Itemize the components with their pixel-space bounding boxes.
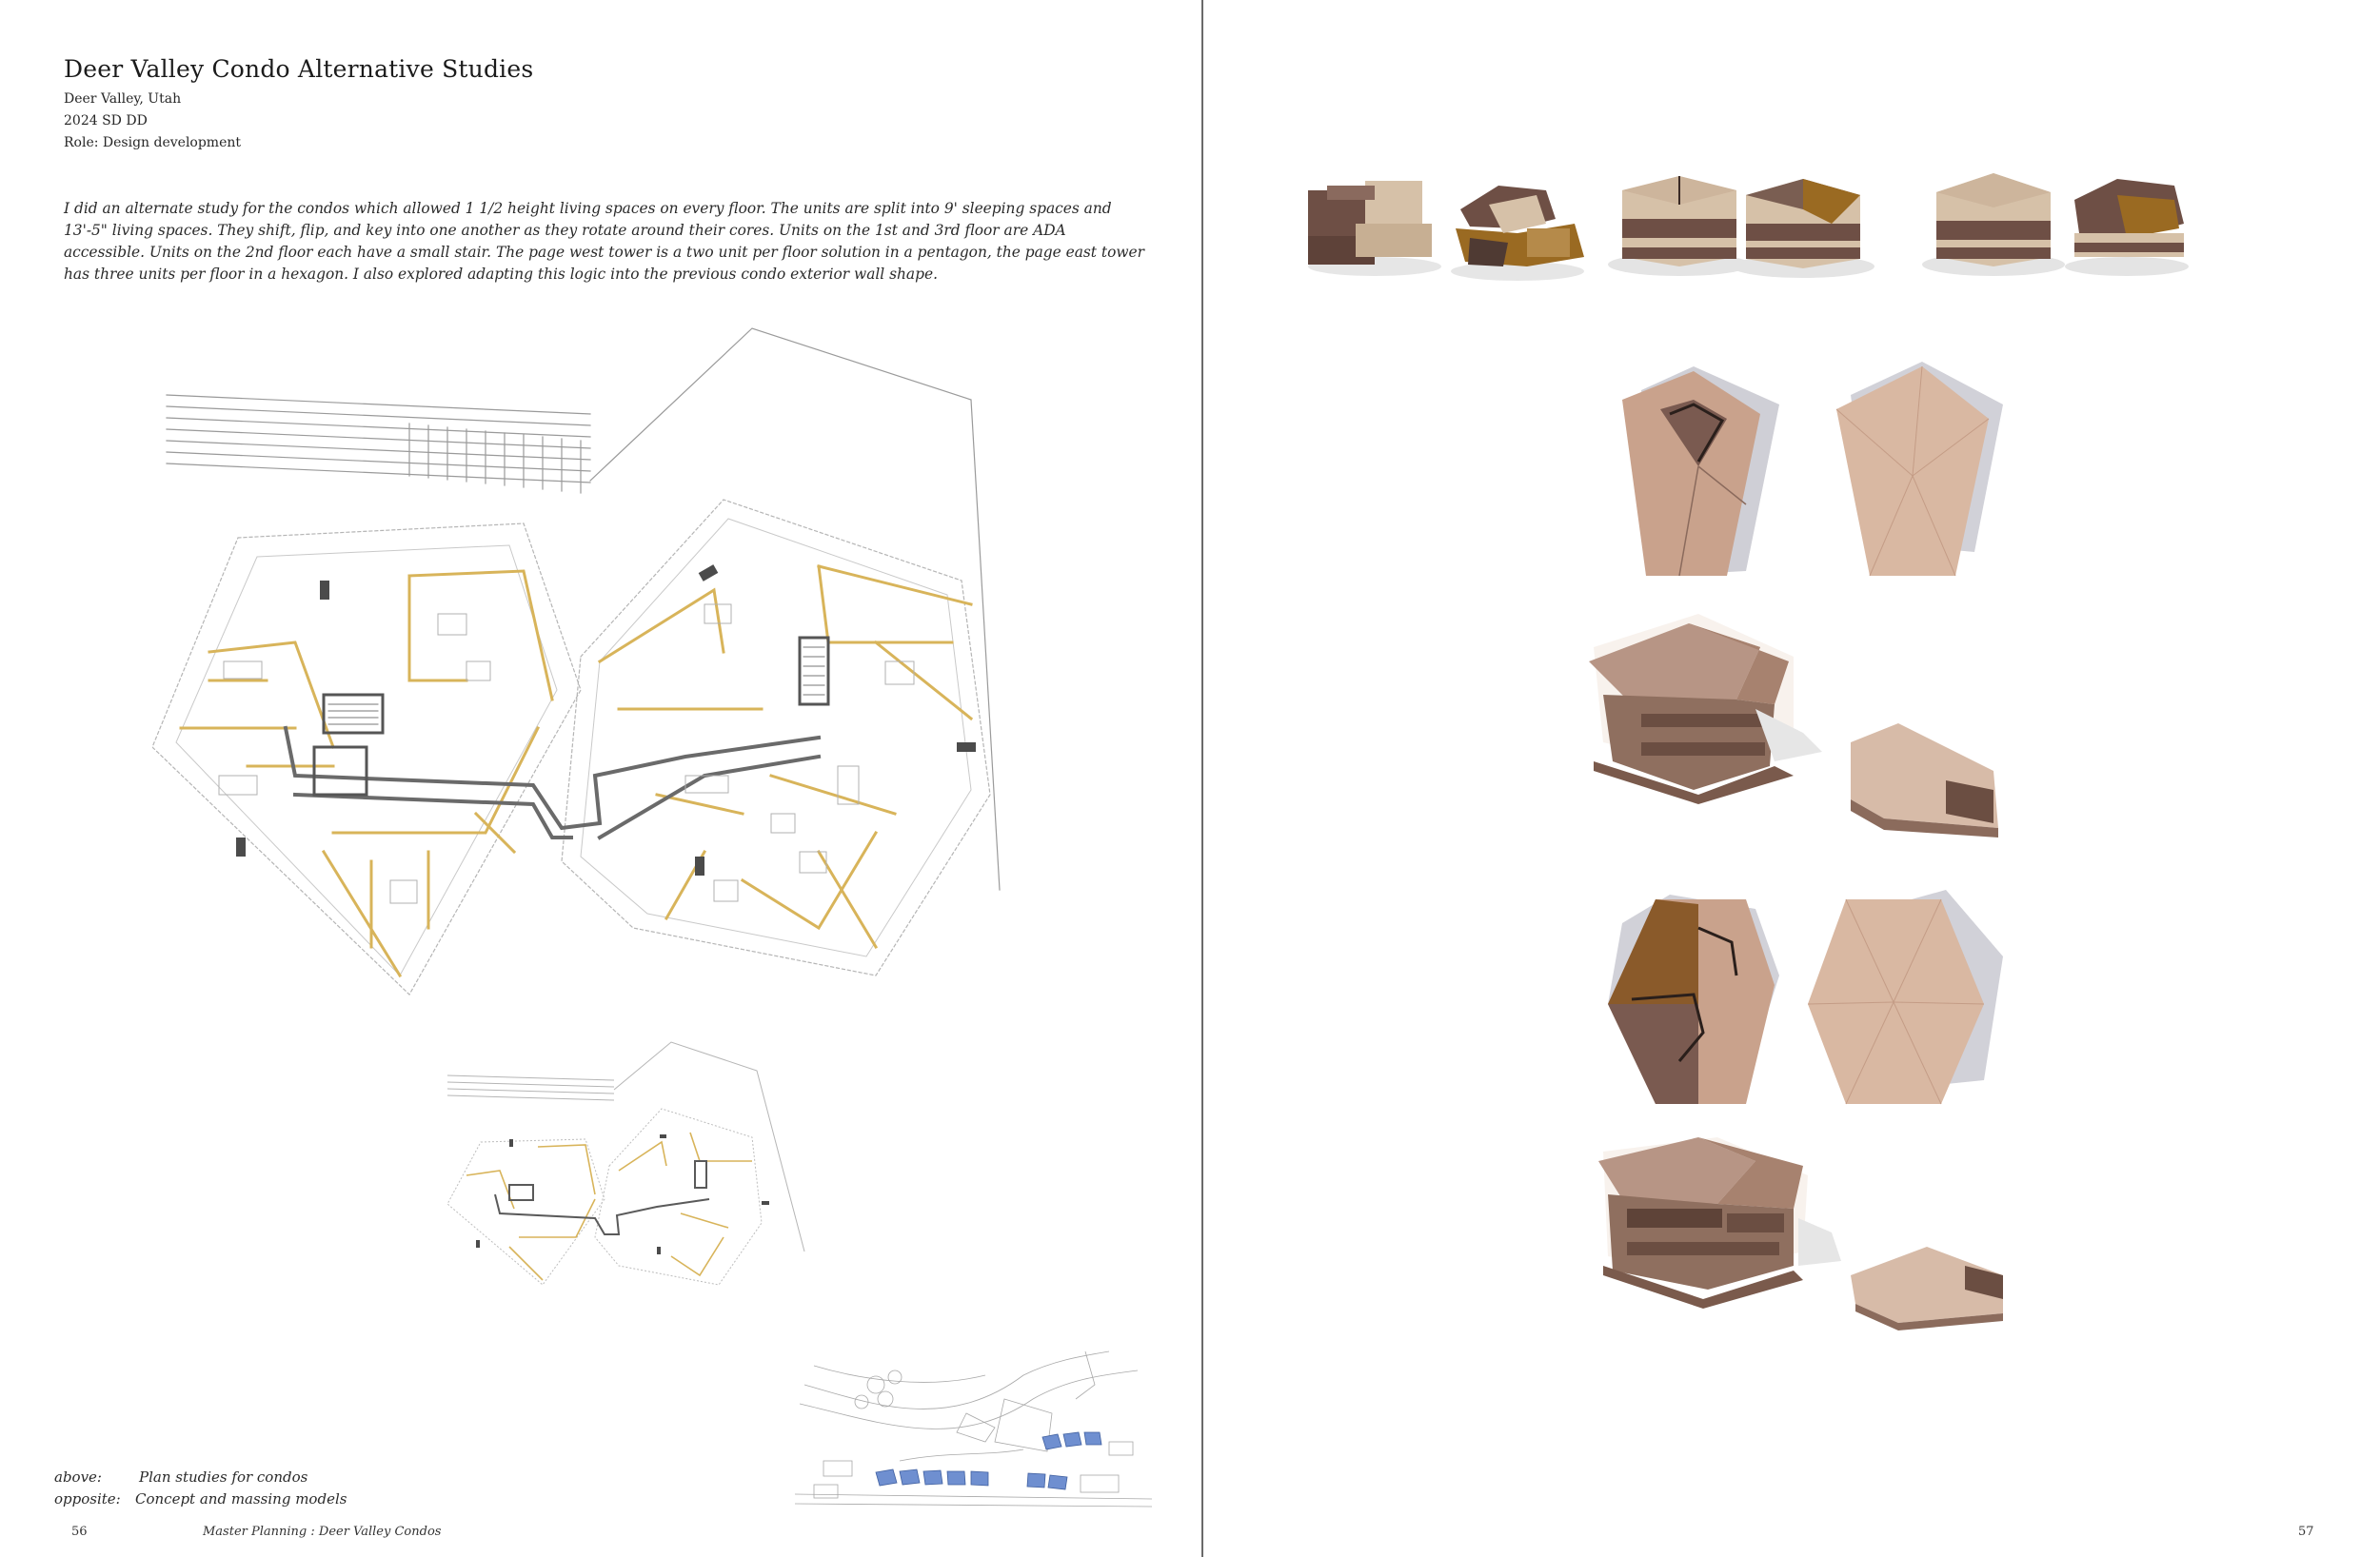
caption-above-text: Plan studies for condos xyxy=(139,1468,308,1486)
left-page-number: 56 xyxy=(71,1525,88,1539)
caption-above-label: above: xyxy=(54,1468,102,1486)
site-key-plan xyxy=(795,1347,1152,1508)
hexagon-model-top-views xyxy=(1603,890,2003,1123)
pentagon-model-perspective xyxy=(1584,609,2289,838)
page-title: Deer Valley Condo Alternative Studies xyxy=(64,55,534,83)
location-text: Deer Valley, Utah xyxy=(64,91,182,107)
caption-opposite-text: Concept and massing models xyxy=(135,1490,347,1508)
small-floor-plan xyxy=(443,1033,814,1290)
right-page xyxy=(1203,0,2380,1557)
project-description: I did an alternate study for the condos which allowed 1 1/2 height living spaces on every floor. The units are split into 9' sleeping spaces and 13'-5" living spaces. They shift, flip, and key into one another as they rotate around their cores. Units on the 1st and 3rd floor are ADA accessible. Units on the 2nd floor each have a small stair. The page west tower is a two unit per floor solution in a pentagon, the page east tower has three units per floor in a hexagon. I also explored adapting this logic into the previous condo exterior wall shape. xyxy=(64,200,1144,283)
large-floor-plan xyxy=(152,319,1076,1004)
concept-model-row xyxy=(1299,152,2317,286)
caption-opposite-label: opposite: xyxy=(54,1490,121,1508)
role-text: Role: Design development xyxy=(64,135,242,150)
running-title: Master Planning : Deer Valley Condos xyxy=(203,1525,442,1539)
hexagon-model-perspective xyxy=(1584,1133,2289,1342)
year-phase-text: 2024 SD DD xyxy=(64,113,148,128)
pentagon-model-top-views xyxy=(1603,362,2003,590)
right-page-number: 57 xyxy=(2298,1525,2314,1539)
